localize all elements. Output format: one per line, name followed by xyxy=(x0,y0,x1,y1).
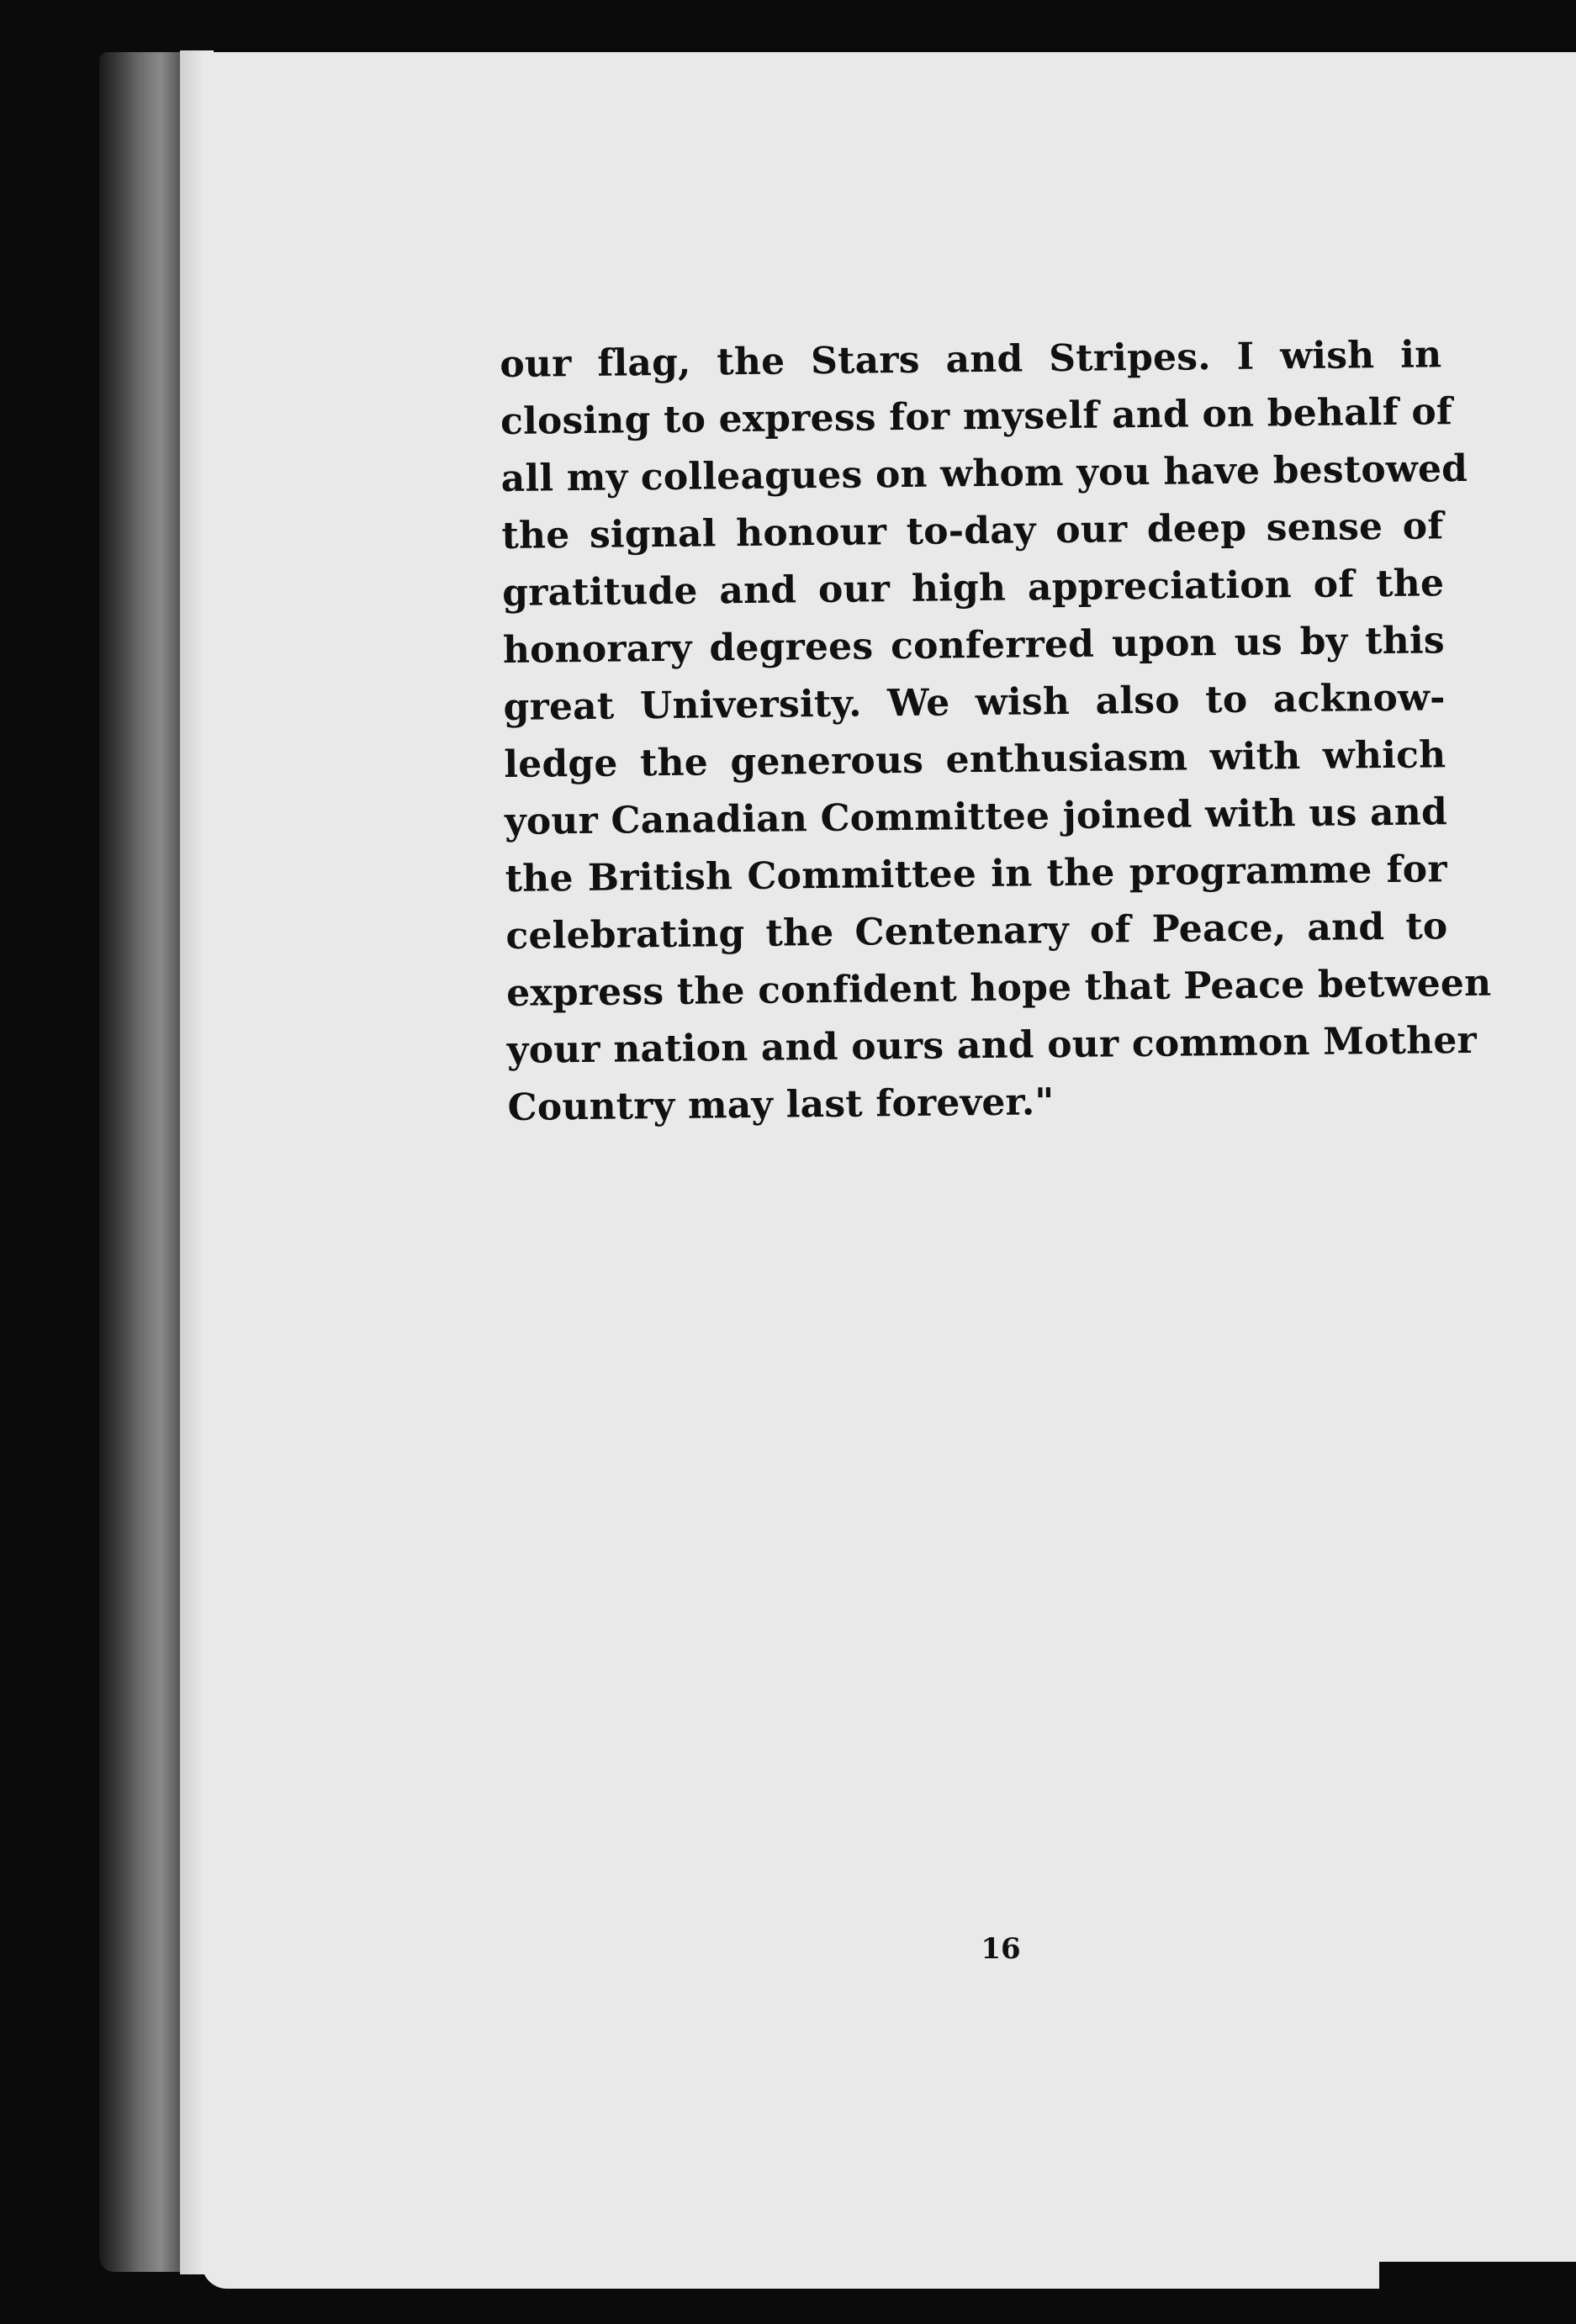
text-line-final: Country may last forever." xyxy=(507,1080,1055,1129)
text-line: all my colleagues on whom you have bestowed xyxy=(500,446,1468,500)
text-line: express the confident hope that Peace between xyxy=(505,961,1492,1015)
body-text xyxy=(500,326,1492,1137)
page-number: 16 xyxy=(981,1932,1021,1966)
text-line: the signal honour to-day our deep sense of xyxy=(501,504,1444,557)
corner-shadow xyxy=(1379,2262,1576,2324)
text-line: ledge the generous enthusiasm with which xyxy=(504,733,1446,786)
text-line: your nation and ours and our common Mother xyxy=(506,1018,1478,1072)
text-line: great University. We wish also to acknow- xyxy=(503,676,1446,729)
text-line: your Canadian Committee joined with us and xyxy=(504,790,1448,843)
text-line: our flag, the Stars and Stripes. I wish in xyxy=(500,333,1442,386)
text-line: honorary degrees conferred upon us by this xyxy=(502,619,1446,672)
text-line: gratitude and our high appreciation of the xyxy=(501,562,1445,615)
text-line: the British Committee in the programme for xyxy=(505,848,1447,901)
text-line: celebrating the Centenary of Peace, and to xyxy=(505,905,1448,958)
text-line: closing to express for myself and on behalf of xyxy=(500,390,1453,443)
